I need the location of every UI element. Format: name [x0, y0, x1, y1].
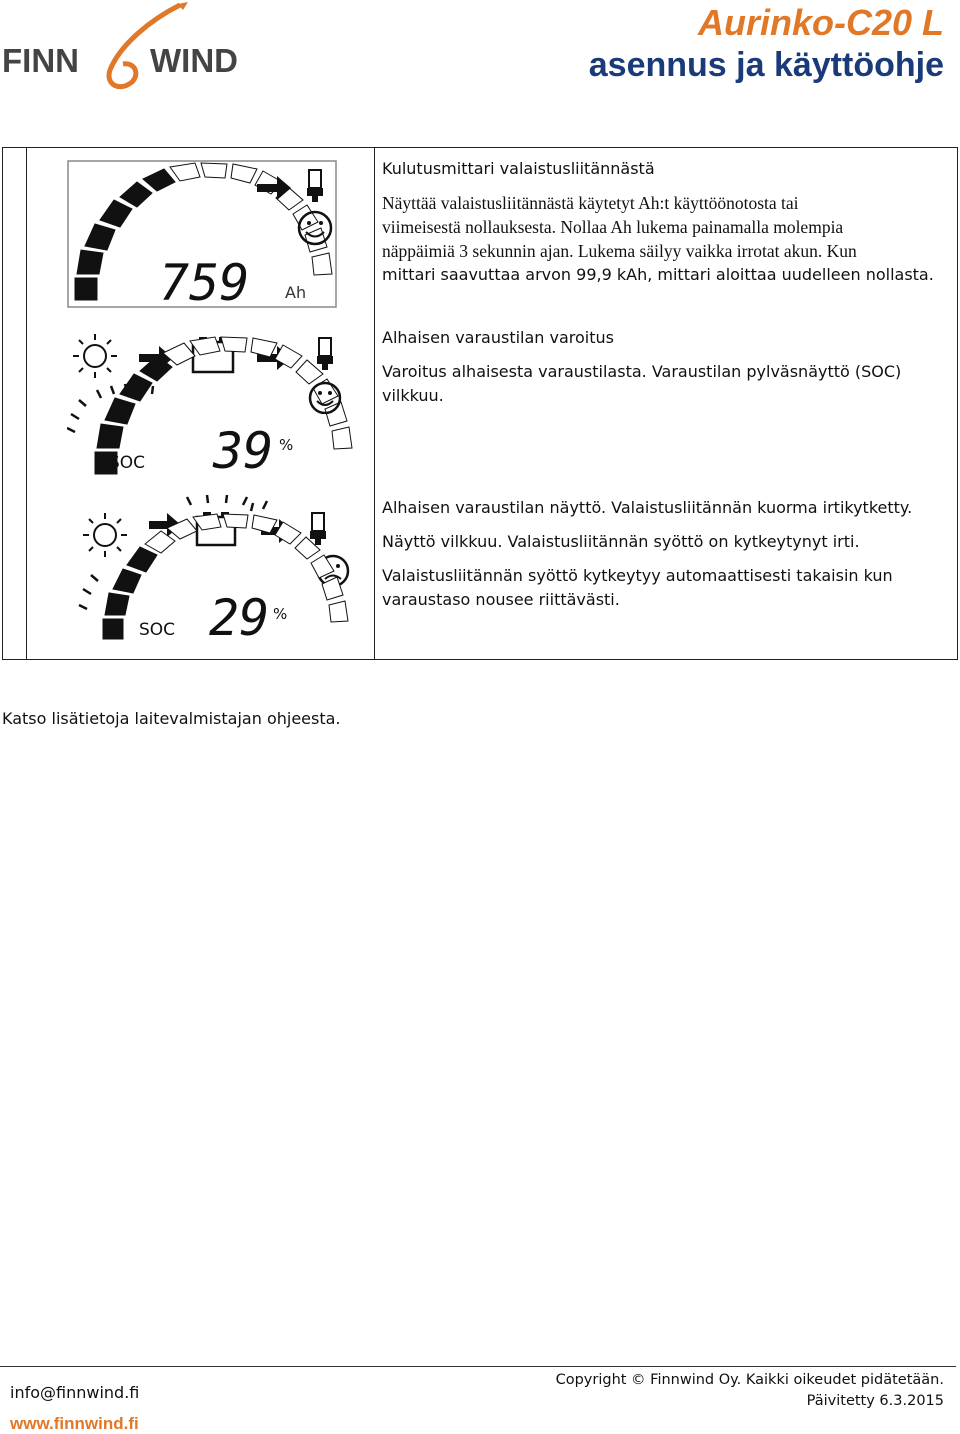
updated-date: Päivitetty 6.3.2015: [806, 1393, 944, 1409]
smiley-happy-icon: [299, 212, 331, 244]
smiley-happy-icon: [310, 383, 340, 413]
lcd-low-soc-value: 29: [209, 589, 270, 645]
section-heading: Kulutusmittari valaistusliitännästä: [382, 159, 655, 178]
section-low-warning: [382, 326, 942, 408]
document-title: [589, 2, 944, 86]
lcd-ah-unit: Ah: [285, 283, 307, 302]
section-line: näppäimiä 3 sekunnin ajan. Lukema säilyy vaikka irrotat akun. Kun: [382, 241, 857, 261]
bulb-icon: [310, 513, 326, 545]
bulb-icon: [317, 338, 333, 370]
finnwind-logo: [0, 0, 270, 100]
copyright-text: Copyright © Finnwind Oy. Kaikki oikeudet pidätetään.: [555, 1372, 944, 1388]
footer-divider: [0, 1366, 956, 1367]
section-line: Näyttää valaistusliitännästä käytetyt Ah:t käyttöönotosta tai: [382, 193, 799, 213]
lcd-low-soc-label: SOC: [139, 620, 176, 640]
sun-icon: [83, 513, 127, 557]
see-also-note: Katso lisätietoja laitevalmistajan ohjeesta.: [2, 709, 341, 728]
logo-finn-text: FINN: [2, 42, 79, 79]
lcd-low-charge-display: [67, 493, 367, 645]
warning-icons: [297, 334, 367, 414]
title-subtitle: asennus ja käyttöohje: [588, 46, 944, 84]
section-low-display: [382, 496, 942, 612]
lcd-low-soc-unit: %: [273, 605, 288, 623]
arrow-right-icon: [257, 176, 291, 200]
sun-icon: [73, 334, 117, 378]
footer-email-link[interactable]: info@finnwind.fi: [10, 1383, 140, 1402]
section-line: Näyttö vilkkuu. Valaistusliitännän syöttö on kytkeytynyt irti.: [382, 532, 860, 551]
footer-copyright: [556, 1370, 944, 1412]
bulb-icon: [307, 170, 323, 202]
section-line: mittari saavuttaa arvon 99,9 kAh, mittari aloittaa uudelleen nollasta.: [382, 265, 934, 284]
lcd-soc-value: 39: [213, 422, 274, 478]
lcd-ah-value: 759: [159, 254, 250, 310]
footer-website-link[interactable]: www.finnwind.fi: [10, 1414, 139, 1433]
section-ah-meter: [382, 157, 942, 287]
section-line: Varoitus alhaisesta varaustilasta. Varaustilan pylväsnäyttö (SOC): [382, 362, 902, 381]
logo-wind-text: WIND: [150, 42, 238, 79]
title-product: Aurinko-C20 L: [697, 2, 944, 43]
section-line: varaustaso nousee riittävästi.: [382, 590, 620, 609]
section-line: viimeisestä nollauksesta. Nollaa Ah lukema painamalla molempia: [382, 217, 844, 237]
lcd-soc-label: SOC: [109, 453, 146, 473]
table-image-column: [27, 148, 375, 659]
section-line: Alhaisen varaustilan näyttö. Valaistusliitännän kuorma irtikytketty.: [382, 498, 913, 517]
ah-icons: [257, 166, 367, 256]
section-heading: Alhaisen varaustilan varoitus: [382, 328, 614, 347]
lcd-soc-unit: %: [279, 436, 294, 454]
table-left-column: [3, 148, 27, 659]
section-line: Valaistusliitännän syöttö kytkeytyy automaattisesti takaisin kun: [382, 566, 893, 585]
section-line: vilkkuu.: [382, 386, 444, 405]
